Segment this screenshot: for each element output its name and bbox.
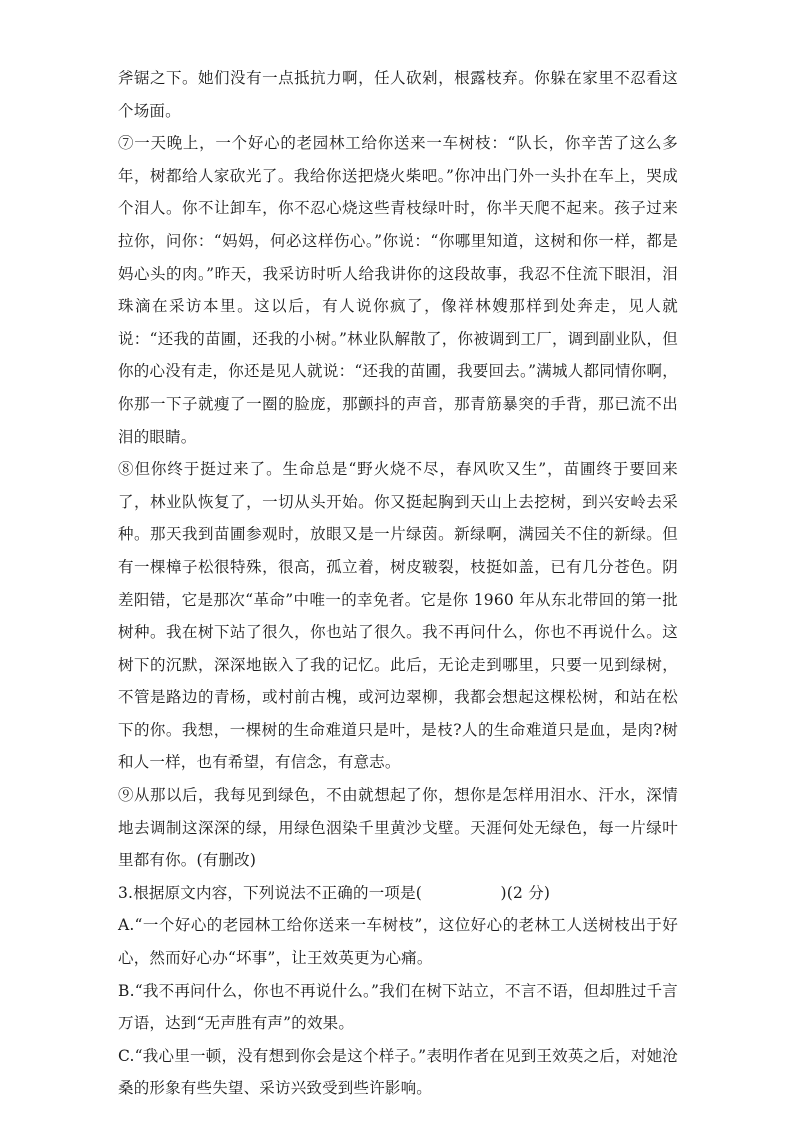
paragraph-7: ⑦一天晚上，一个好心的老园林工给你送来一车树枝：“队长，你辛苦了这么多年，树都给人家砍光了。我给你送把烧火柴吧。”你冲出门外一头扑在车上，哭成个泪人。你不让卸车，你不忍心烧这些青枝绿叶时，你半天爬不起来。孩子过来拉你，问你：“妈妈，何必这样伤心。”你说：“你哪里知道，这树和你一样，都是妈心头的肉。”昨天，我采访时听人给我讲你的这段故事，我忍不住流下眼泪，泪珠滴在采访本里。这以后，有人说你疯了，像祥林嫂那样到处奔走，见人就说：“还我的苗圃，还我的小树。”林业队解散了，你被调到工厂，调到副业队，但你的心没有走，你还是见人就说：“还我的苗圃，我要回去。”满城人都同情你啊，你那一下子就瘦了一圈的脸庞，那颤抖的声音，那青筋暴突的手背，那已流不出泪的眼睛。	[118, 134, 678, 446]
article-body	[118, 62, 678, 1105]
option-b: B.“我不再问什么，你也不再说什么。”我们在树下站立，不言不语，但却胜过千言万语，达到“无声胜有声”的效果。	[118, 981, 678, 1033]
question-stem: 3.根据原文内容，下列说法不正确的一项是( )(2 分)	[118, 883, 551, 902]
paragraph-9: ⑨从那以后，我每见到绿色，不由就想起了你，想你是怎样用泪水、汗水，深情地去调制这深深的绿，用绿色洇染千里黄沙戈壁。天涯何处无绿色，每一片绿叶里都有你。(有删改)	[118, 786, 678, 870]
paragraph-8: ⑧但你终于挺过来了。生命总是“野火烧不尽，春风吹又生”，苗圃终于要回来了，林业队恢复了，一切从头开始。你又挺起胸到天山上去挖树，到兴安岭去采种。那天我到苗圃参观时，放眼又是一片绿茵。新绿啊，满园关不住的新绿。但有一棵樟子松很特殊，很高，孤立着，树皮皲裂，枝挺如盖，已有几分苍色。阴差阳错，它是那次“革命”中唯一的幸免者。它是你 1960 年从东北带回的第一批树种。我在树下站了很久，你也站了很久。我不再问什么，你也不再说什么。这树下的沉默，深深地嵌入了我的记忆。此后，无论走到哪里，只要一见到绿树，不管是路边的青杨，或村前古槐，或河边翠柳，我都会想起这棵松树，和站在松下的你。我想，一棵树的生命难道只是叶，是枝?人的生命难道只是血，是肉?树和人一样，也有希望，有信念，有意志。	[118, 460, 678, 772]
option-a: A.“一个好心的老园林工给你送来一车树枝”，这位好心的老林工人送树枝出于好心，然而好心办“坏事”，让王效英更为心痛。	[118, 916, 678, 968]
option-c: C.“我心里一顿，没有想到你会是这个样子。”表明作者在见到王效英之后，对她沧桑的形象有些失望、采访兴致受到些许影响。	[118, 1046, 678, 1098]
paragraph-6-end: 斧锯之下。她们没有一点抵抗力啊，任人砍剁，根露枝弃。你躲在家里不忍看这个场面。	[118, 69, 678, 120]
